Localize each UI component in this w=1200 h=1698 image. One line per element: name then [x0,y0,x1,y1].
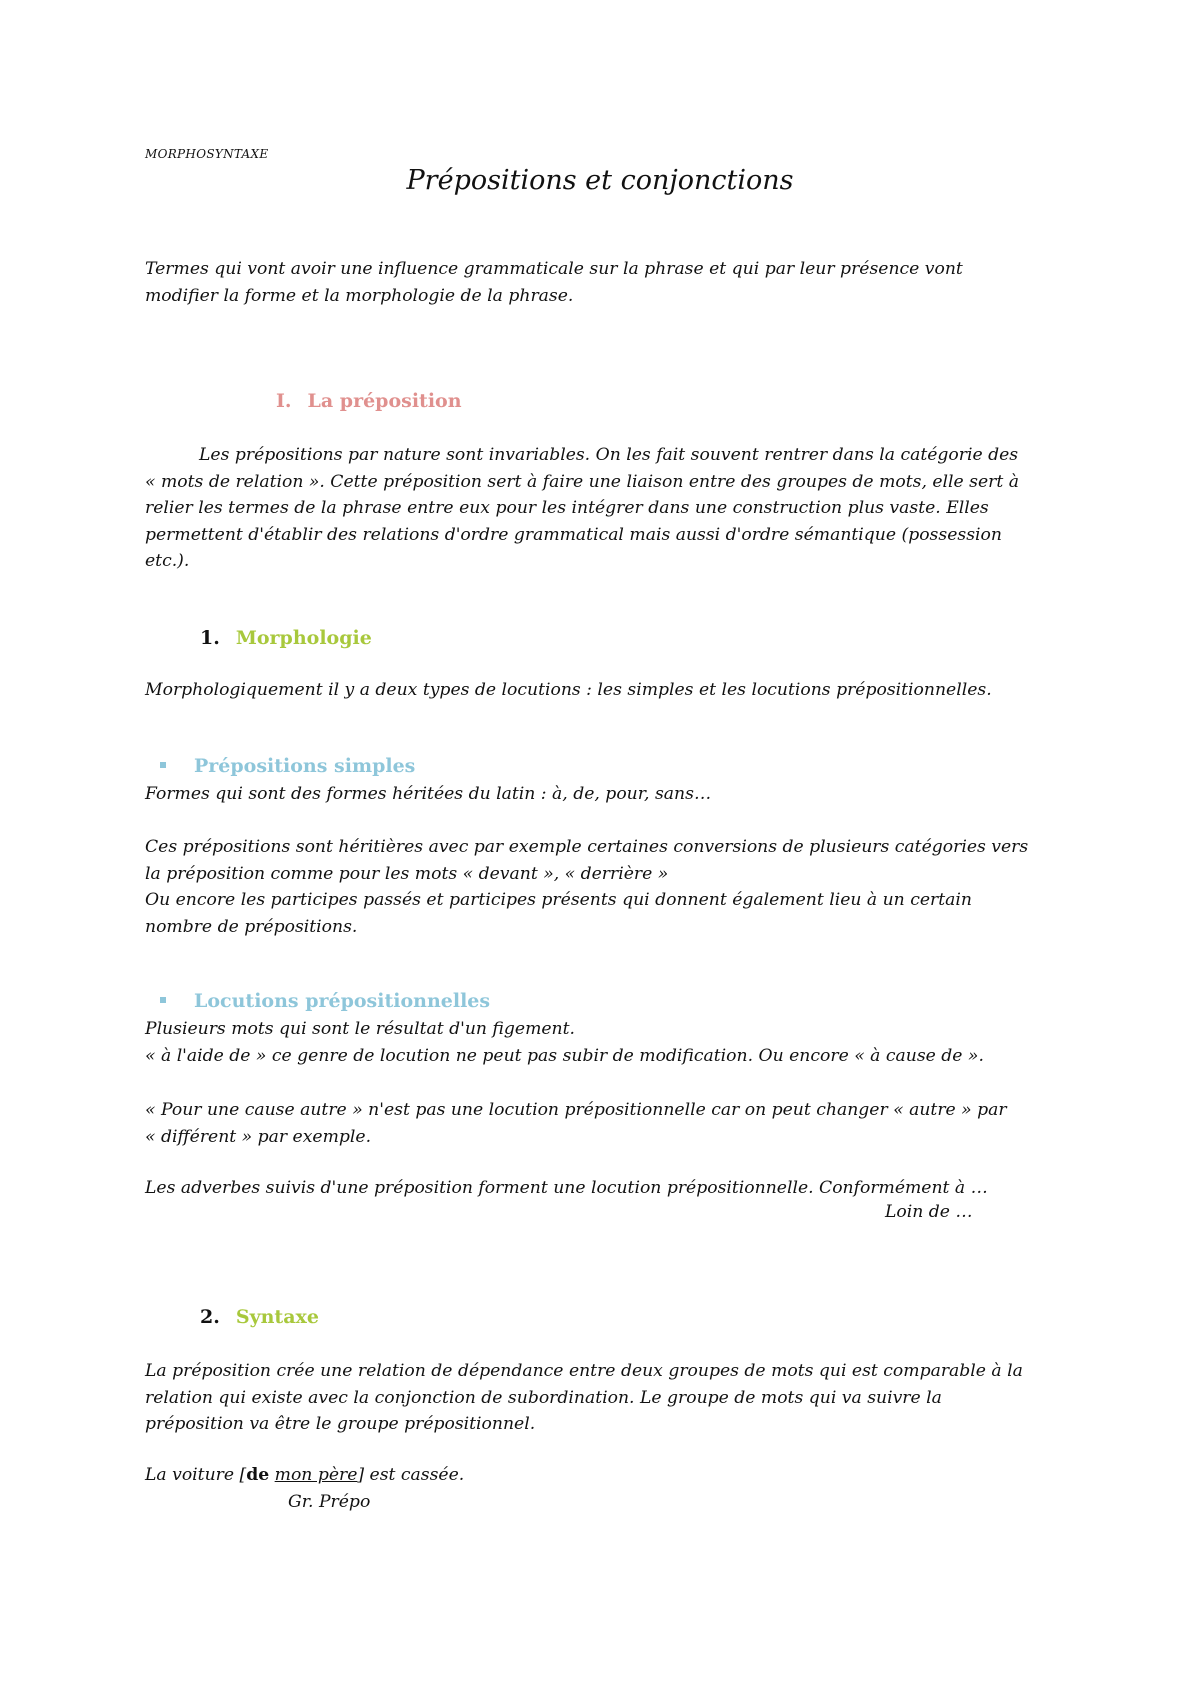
paragraph-line: Ces prépositions sont héritières avec par exemple certaines conversions de plusieurs catégories vers [145,837,1029,857]
paragraph-line: « Pour une cause autre » n'est pas une locution prépositionnelle car on peut changer « autre » par [145,1100,1007,1120]
paragraph-line: « différent » par exemple. [145,1126,372,1147]
bullet-square-icon [160,997,166,1003]
prepositions-simples-paragraph [145,781,1075,808]
example-preposition: de [246,1465,270,1485]
prepositions-simples-paragraph-2 [145,834,1075,940]
bullet-title: Locutions prépositionnelles [194,990,491,1012]
example-after: ] est cassée. [357,1465,465,1485]
subsection-number: 1. [200,627,220,649]
morphologie-paragraph [145,677,1075,704]
paragraph-line: relation qui existe avec la conjonction de subordination. Le groupe de mots qui va suivre la [145,1387,942,1408]
bullet-title: Prépositions simples [194,755,416,777]
section-title: La préposition [307,390,462,412]
paragraph-line: permettent d'établir des relations d'ordre grammatical mais aussi d'ordre sémantique (possession [145,524,1002,545]
locutions-paragraph-2 [145,1097,1075,1150]
example-annotation: Gr. Prépo [288,1492,371,1512]
bullet-square-icon [160,762,166,768]
paragraph-line: nombre de prépositions. [145,916,358,937]
subsection-heading-morphologie [200,627,372,649]
paragraph-line: La préposition crée une relation de dépendance entre deux groupes de mots qui est comparable à la [145,1361,1023,1381]
paragraph-line: etc.). [145,551,190,571]
bullet-heading-locutions-prepositionnelles [160,990,490,1012]
intro-line: Termes qui vont avoir une influence grammaticale sur la phrase et qui par leur présence vont [145,259,963,279]
subsection-title: Morphologie [235,627,372,649]
section1-paragraph [145,442,1075,575]
paragraph-line: la préposition comme pour les mots « devant », « derrière » [145,863,669,884]
paragraph-line: préposition va être le groupe prépositionnel. [145,1414,536,1434]
loin-de-line: Loin de … [885,1202,973,1222]
locutions-paragraph [145,1016,1075,1069]
intro-paragraph [145,256,1075,309]
paragraph-line: Les prépositions par nature sont invariables. On les fait souvent rentrer dans la catégorie des [199,445,1019,465]
example-sentence [145,1465,464,1485]
subsection-heading-syntaxe [200,1306,319,1328]
subsection-number: 2. [200,1306,220,1328]
paragraph-line: « mots de relation ». Cette préposition sert à faire une liaison entre des groupes de mots, elle sert à [145,471,1019,492]
paragraph-line: Morphologiquement il y a deux types de locutions : les simples et les locutions prépositionnelles. [145,680,992,700]
paragraph-line: Plusieurs mots qui sont le résultat d'un figement. [145,1019,575,1039]
intro-line: modifier la forme et la morphologie de la phrase. [145,285,574,306]
paragraph-line: Formes qui sont des formes héritées du latin : à, de, pour, sans… [145,784,712,804]
example-before: La voiture [ [145,1465,247,1485]
paragraph-line: Ou encore les participes passés et participes présents qui donnent également lieu à un certain [145,890,972,910]
locutions-paragraph-3 [145,1175,1075,1202]
section-number: I. [276,390,292,412]
document-title: Prépositions et conjonctions [406,165,794,196]
subsection-title: Syntaxe [235,1306,319,1328]
example-group: mon père [274,1465,358,1485]
paragraph-line: Les adverbes suivis d'une préposition forment une locution prépositionnelle. Conformément à … [145,1178,988,1198]
bullet-heading-prepositions-simples [160,755,415,777]
section-heading-preposition [276,390,462,412]
syntaxe-paragraph [145,1358,1075,1438]
paragraph-line: relier les termes de la phrase entre eux pour les intégrer dans une construction plus vaste. Elles [145,498,989,518]
document-kicker: MORPHOSYNTAXE [145,147,269,161]
paragraph-line: « à l'aide de » ce genre de locution ne peut pas subir de modification. Ou encore « à cause de ». [145,1045,984,1066]
